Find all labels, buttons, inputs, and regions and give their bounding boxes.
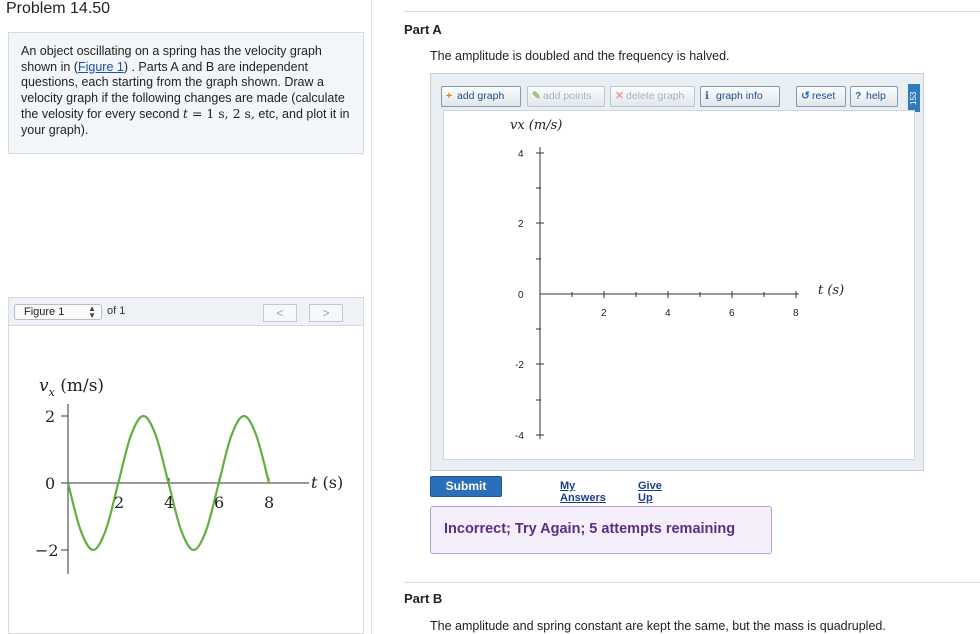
- plus-icon: +: [446, 90, 453, 102]
- plot-y-tick-label: 4: [518, 149, 524, 160]
- answer-graph[interactable]: [444, 111, 914, 459]
- help-label: help: [866, 90, 886, 102]
- plot-x-tick-label: 2: [601, 308, 607, 319]
- figure-y-tick-label: −2: [35, 541, 59, 560]
- math-equation: = 1 s, 2 s,: [187, 106, 255, 122]
- intro-text-2: ) . Parts A and B are independent questions, each starting from the graph shown. Draw a velocity graph if the following changes are made (calculate the velosity for every second: [21, 59, 345, 122]
- problem-title: Problem 14.50: [6, 0, 111, 17]
- graph-info-button[interactable]: [700, 86, 780, 107]
- delete-graph-button[interactable]: [610, 86, 695, 107]
- graph-info-label: graph info: [716, 90, 763, 102]
- problem-intro: [8, 32, 364, 154]
- figure-x-tick-label: 2: [114, 493, 125, 512]
- add-points-label: add points: [543, 90, 592, 102]
- add-graph-label: add graph: [457, 90, 505, 102]
- part-b-question: The amplitude and spring constant are kept the same, but the mass is quadrupled.: [430, 619, 886, 633]
- plot-y-tick-label: 2: [518, 219, 524, 230]
- plot-x-axis-label: t (s): [818, 283, 845, 298]
- part-a-question: The amplitude is doubled and the frequency is halved.: [430, 49, 730, 63]
- figure-x-axis-label: t (s): [311, 473, 344, 492]
- reset-label: reset: [812, 90, 836, 102]
- figure-y-tick-label: 2: [45, 407, 56, 426]
- help-button[interactable]: [850, 86, 898, 107]
- plot-x-tick-label: 8: [793, 308, 799, 319]
- help-icon: ?: [855, 90, 862, 102]
- plot-y-tick-label: -2: [515, 360, 524, 371]
- divider: [404, 11, 980, 12]
- figure-x-tick-label: 4: [164, 493, 175, 512]
- my-answers-link[interactable]: My Answers: [560, 480, 606, 504]
- reset-icon: ↺: [801, 90, 810, 102]
- figure-panel: [8, 297, 364, 634]
- next-figure-button[interactable]: >: [309, 304, 343, 322]
- plot-x-tick-label: 6: [729, 308, 735, 319]
- figure-y-axis-label: $v_x$ (m/s): [39, 376, 105, 399]
- intro-text-3: etc, and plot it in your graph).: [21, 107, 350, 137]
- plot-x-tick-label: 4: [665, 308, 671, 319]
- figure-y-tick-label: 0: [45, 474, 56, 493]
- figure-count: of 1: [107, 305, 126, 317]
- delete-graph-label: delete graph: [626, 90, 685, 102]
- figure-link[interactable]: Figure 1: [77, 59, 124, 74]
- reset-button[interactable]: [796, 86, 846, 107]
- select-arrows-icon: ▲ ▼: [88, 304, 96, 320]
- figure-x-tick-label: 8: [264, 493, 275, 512]
- figure-axes: [61, 404, 309, 574]
- give-up-link[interactable]: Give Up: [638, 480, 662, 504]
- info-icon: i: [705, 90, 709, 102]
- part-b-title: Part B: [404, 591, 443, 606]
- plot-y-tick-label: -4: [515, 431, 524, 442]
- pencil-icon: ✎: [532, 90, 541, 102]
- figure-select-value: Figure 1: [24, 306, 65, 318]
- feedback-message: Incorrect; Try Again; 5 attempts remaining: [430, 506, 772, 554]
- figure-1-velocity-graph: [9, 326, 363, 634]
- math-t: t: [182, 106, 188, 122]
- figure-x-tick-label: 6: [214, 493, 225, 512]
- add-graph-button[interactable]: [441, 86, 521, 107]
- problem-column: [0, 0, 372, 634]
- submit-button[interactable]: Submit: [430, 476, 502, 497]
- x-icon: ✕: [615, 90, 624, 102]
- plot-y-tick-label: 0: [518, 290, 524, 301]
- tool-id-tab: 153: [908, 84, 920, 112]
- prev-figure-button[interactable]: <: [263, 304, 297, 322]
- add-points-button[interactable]: [527, 86, 605, 107]
- figure-select[interactable]: [14, 304, 102, 320]
- divider: [404, 582, 980, 583]
- part-a-title: Part A: [404, 22, 442, 37]
- figure-toolbar: [9, 298, 363, 326]
- plot-y-axis-label: vx (m/s): [510, 118, 563, 133]
- graphing-tool: [430, 73, 924, 471]
- parts-column: [372, 0, 980, 634]
- graph-plot-area[interactable]: [443, 110, 915, 460]
- intro-text-1: An object oscillating on a spring has the velocity graph shown in (: [21, 44, 322, 74]
